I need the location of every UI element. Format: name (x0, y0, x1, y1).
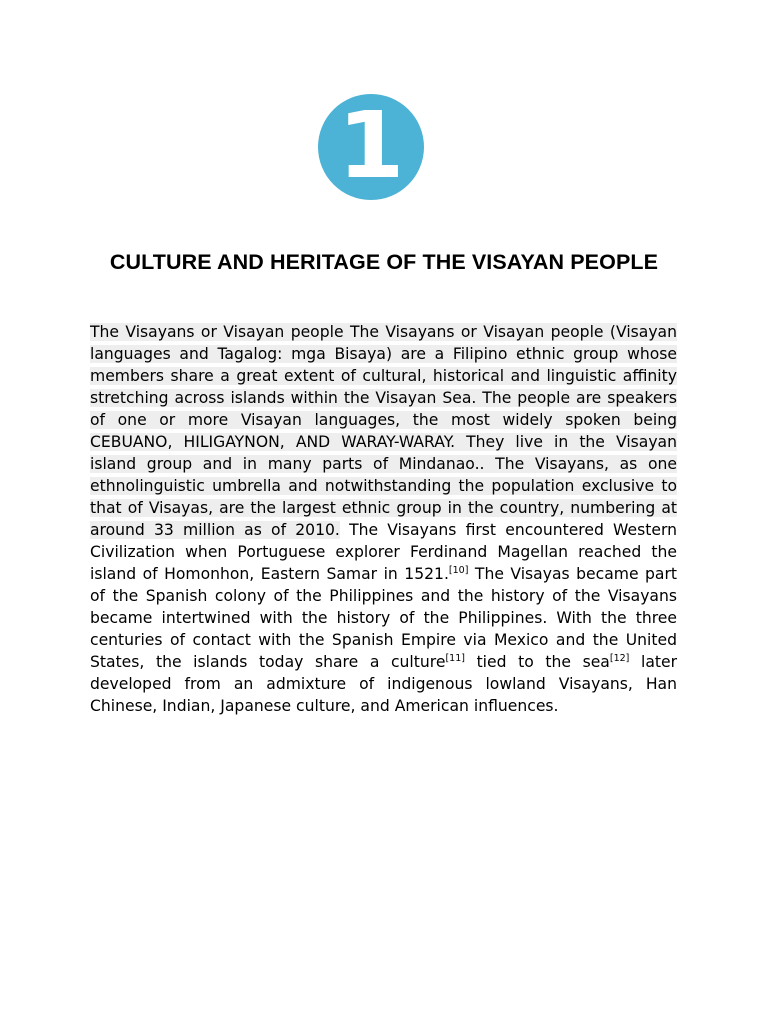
citation-ref-12[interactable]: [12] (609, 652, 630, 664)
chapter-number-badge (318, 94, 424, 200)
paragraph-text-3: tied to the sea (464, 653, 610, 671)
paragraph-text-2: The Visayas became part of the Spanish colony of the Philippines and the history of the Visayans became intertwined with the history of the Philippines. With the three centuries of contact with the Spanish Empire via Mexico and the United States, the islands today share a culture (90, 565, 677, 671)
chapter-number: 1 (337, 92, 405, 199)
citation-ref-11[interactable]: [11] (445, 652, 465, 664)
paragraph-text-1: The Visayans first encountered Western Civilization when Portuguese explorer Ferdinand Magellan reached the island of Homonhon, Eastern Samar in 1521. (90, 521, 677, 583)
citation-ref-10[interactable]: [10] (448, 564, 469, 576)
highlighted-text: The Visayans or Visayan people The Visayans or Visayan people (Visayan languages and Tagalog: mga Bisaya) are a Filipino ethnic group whose members share a great extent of cultural, historical and linguistic affinity stretching across islands within the Visayan Sea. The people are speakers of one or more Visayan languages, the most widely spoken being CEBUANO, HILIGAYNON, AND WARAY-WARAY. They live in the Visayan island group and in many parts of Mindanao.. The Visayans, as one ethnolinguistic umbrella and notwithstanding the population exclusive to that of Visayas, are the largest ethnic group in the country, numbering at around 33 million as of 2010. (90, 323, 677, 539)
page-title: CULTURE AND HERITAGE OF THE VISAYAN PEOPLE (109, 250, 659, 274)
paragraph-text-4: later developed from an admixture of indigenous lowland Visayans, Han Chinese, Indian, Japanese culture, and American influences. (90, 653, 677, 715)
body-paragraph (90, 321, 677, 717)
